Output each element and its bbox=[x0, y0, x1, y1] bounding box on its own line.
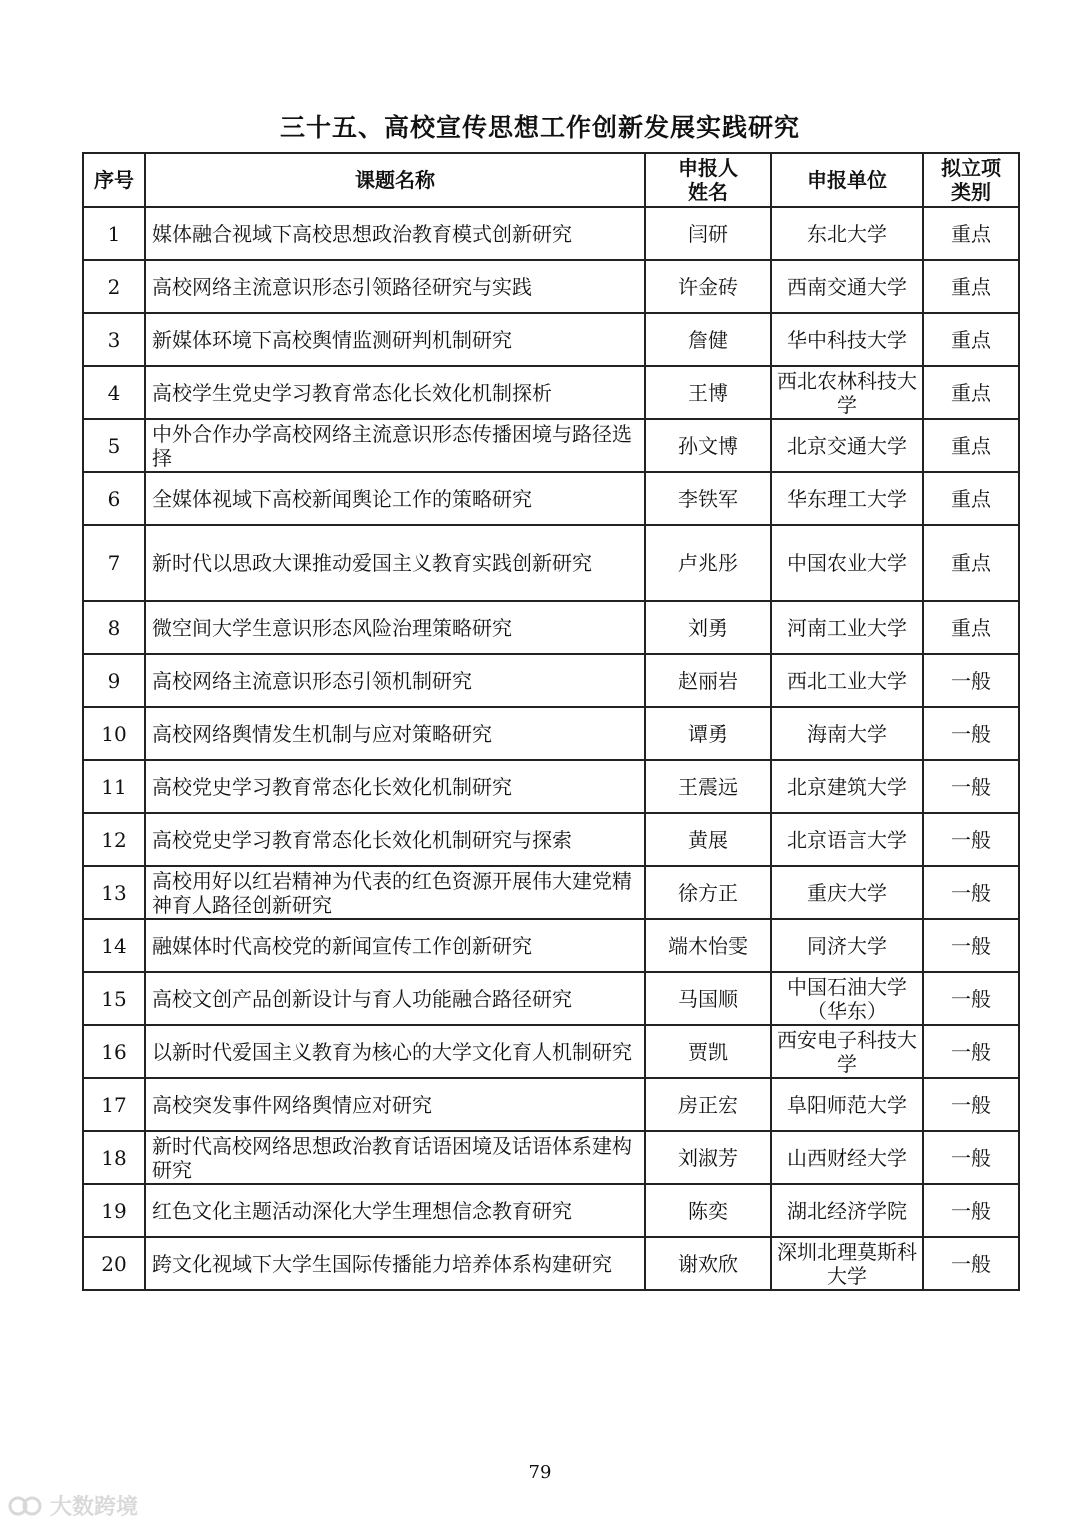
row-title: 媒体融合视域下高校思想政治教育模式创新研究 bbox=[145, 207, 645, 260]
row-unit: 海南大学 bbox=[771, 707, 923, 760]
row-number: 19 bbox=[83, 1184, 145, 1237]
row-applicant: 许金砖 bbox=[645, 260, 771, 313]
row-number: 1 bbox=[83, 207, 145, 260]
row-title: 新媒体环境下高校舆情监测研判机制研究 bbox=[145, 313, 645, 366]
row-title: 高校网络舆情发生机制与应对策略研究 bbox=[145, 707, 645, 760]
row-number: 18 bbox=[83, 1131, 145, 1184]
row-number: 13 bbox=[83, 866, 145, 919]
row-number: 4 bbox=[83, 366, 145, 419]
row-unit: 中国石油大学（华东） bbox=[771, 972, 923, 1025]
row-number: 6 bbox=[83, 472, 145, 525]
row-category: 一般 bbox=[923, 972, 1019, 1025]
row-applicant: 贾凯 bbox=[645, 1025, 771, 1078]
row-applicant: 刘勇 bbox=[645, 601, 771, 654]
row-category: 重点 bbox=[923, 601, 1019, 654]
row-number: 15 bbox=[83, 972, 145, 1025]
table-row bbox=[83, 654, 1019, 707]
row-number: 3 bbox=[83, 313, 145, 366]
row-unit: 河南工业大学 bbox=[771, 601, 923, 654]
row-unit: 北京语言大学 bbox=[771, 813, 923, 866]
table-row bbox=[83, 313, 1019, 366]
table-row bbox=[83, 601, 1019, 654]
row-number: 20 bbox=[83, 1237, 145, 1290]
row-number: 7 bbox=[83, 525, 145, 601]
row-category: 一般 bbox=[923, 654, 1019, 707]
row-applicant: 房正宏 bbox=[645, 1078, 771, 1131]
row-number: 9 bbox=[83, 654, 145, 707]
row-applicant: 李铁军 bbox=[645, 472, 771, 525]
row-unit: 西南交通大学 bbox=[771, 260, 923, 313]
row-unit: 重庆大学 bbox=[771, 866, 923, 919]
table-row bbox=[83, 1237, 1019, 1290]
row-applicant: 孙文博 bbox=[645, 419, 771, 472]
row-unit: 深圳北理莫斯科大学 bbox=[771, 1237, 923, 1290]
row-unit: 同济大学 bbox=[771, 919, 923, 972]
row-title: 高校网络主流意识形态引领路径研究与实践 bbox=[145, 260, 645, 313]
row-unit: 山西财经大学 bbox=[771, 1131, 923, 1184]
row-category: 一般 bbox=[923, 1237, 1019, 1290]
row-category: 重点 bbox=[923, 207, 1019, 260]
table-row bbox=[83, 760, 1019, 813]
header-title: 课题名称 bbox=[145, 153, 645, 207]
table-row bbox=[83, 472, 1019, 525]
table-row bbox=[83, 972, 1019, 1025]
row-applicant: 谭勇 bbox=[645, 707, 771, 760]
row-applicant: 谢欢欣 bbox=[645, 1237, 771, 1290]
row-applicant: 端木怡雯 bbox=[645, 919, 771, 972]
table-header-row bbox=[83, 153, 1019, 207]
row-title: 新时代高校网络思想政治教育话语困境及话语体系建构研究 bbox=[145, 1131, 645, 1184]
row-number: 11 bbox=[83, 760, 145, 813]
table-row bbox=[83, 207, 1019, 260]
row-number: 14 bbox=[83, 919, 145, 972]
row-number: 16 bbox=[83, 1025, 145, 1078]
row-category: 一般 bbox=[923, 1078, 1019, 1131]
table-row bbox=[83, 866, 1019, 919]
table-row bbox=[83, 1184, 1019, 1237]
row-title: 融媒体时代高校党的新闻宣传工作创新研究 bbox=[145, 919, 645, 972]
projects-table bbox=[82, 152, 1020, 1291]
row-title: 高校突发事件网络舆情应对研究 bbox=[145, 1078, 645, 1131]
header-no: 序号 bbox=[83, 153, 145, 207]
row-unit: 西北农林科技大学 bbox=[771, 366, 923, 419]
table-row bbox=[83, 366, 1019, 419]
table-row bbox=[83, 813, 1019, 866]
row-category: 重点 bbox=[923, 419, 1019, 472]
page-number: 79 bbox=[528, 1462, 552, 1483]
watermark bbox=[8, 1490, 138, 1521]
row-unit: 西安电子科技大学 bbox=[771, 1025, 923, 1078]
row-unit: 中国农业大学 bbox=[771, 525, 923, 601]
row-unit: 北京交通大学 bbox=[771, 419, 923, 472]
row-applicant: 赵丽岩 bbox=[645, 654, 771, 707]
watermark-logo-icon bbox=[8, 1493, 44, 1519]
page-title: 三十五、高校宣传思想工作创新发展实践研究 bbox=[279, 113, 800, 142]
table-row bbox=[83, 707, 1019, 760]
header-unit: 申报单位 bbox=[771, 153, 923, 207]
row-number: 2 bbox=[83, 260, 145, 313]
row-unit: 西北工业大学 bbox=[771, 654, 923, 707]
row-applicant: 闫研 bbox=[645, 207, 771, 260]
row-applicant: 马国顺 bbox=[645, 972, 771, 1025]
table-row bbox=[83, 1078, 1019, 1131]
row-applicant: 卢兆彤 bbox=[645, 525, 771, 601]
row-title: 高校党史学习教育常态化长效化机制研究与探索 bbox=[145, 813, 645, 866]
row-applicant: 王震远 bbox=[645, 760, 771, 813]
row-category: 一般 bbox=[923, 1184, 1019, 1237]
row-number: 12 bbox=[83, 813, 145, 866]
row-unit: 阜阳师范大学 bbox=[771, 1078, 923, 1131]
row-number: 5 bbox=[83, 419, 145, 472]
row-category: 重点 bbox=[923, 313, 1019, 366]
table-row bbox=[83, 1131, 1019, 1184]
row-category: 重点 bbox=[923, 525, 1019, 601]
row-category: 一般 bbox=[923, 866, 1019, 919]
row-title: 全媒体视域下高校新闻舆论工作的策略研究 bbox=[145, 472, 645, 525]
table-row bbox=[83, 525, 1019, 601]
row-number: 8 bbox=[83, 601, 145, 654]
table-row bbox=[83, 419, 1019, 472]
row-category: 一般 bbox=[923, 1131, 1019, 1184]
table-row bbox=[83, 919, 1019, 972]
row-applicant: 刘淑芳 bbox=[645, 1131, 771, 1184]
row-title: 高校文创产品创新设计与育人功能融合路径研究 bbox=[145, 972, 645, 1025]
row-title: 高校用好以红岩精神为代表的红色资源开展伟大建党精神育人路径创新研究 bbox=[145, 866, 645, 919]
row-unit: 东北大学 bbox=[771, 207, 923, 260]
row-title: 跨文化视域下大学生国际传播能力培养体系构建研究 bbox=[145, 1237, 645, 1290]
row-applicant: 黄展 bbox=[645, 813, 771, 866]
row-title: 高校网络主流意识形态引领机制研究 bbox=[145, 654, 645, 707]
row-applicant: 詹健 bbox=[645, 313, 771, 366]
row-category: 重点 bbox=[923, 260, 1019, 313]
row-title: 高校党史学习教育常态化长效化机制研究 bbox=[145, 760, 645, 813]
row-applicant: 王博 bbox=[645, 366, 771, 419]
row-category: 一般 bbox=[923, 1025, 1019, 1078]
row-category: 一般 bbox=[923, 760, 1019, 813]
row-title: 红色文化主题活动深化大学生理想信念教育研究 bbox=[145, 1184, 645, 1237]
header-category: 拟立项 类别 bbox=[923, 153, 1019, 207]
row-unit: 北京建筑大学 bbox=[771, 760, 923, 813]
table-row bbox=[83, 1025, 1019, 1078]
row-category: 一般 bbox=[923, 813, 1019, 866]
row-category: 重点 bbox=[923, 472, 1019, 525]
row-category: 一般 bbox=[923, 707, 1019, 760]
row-number: 17 bbox=[83, 1078, 145, 1131]
row-number: 10 bbox=[83, 707, 145, 760]
row-title: 高校学生党史学习教育常态化长效化机制探析 bbox=[145, 366, 645, 419]
row-unit: 华东理工大学 bbox=[771, 472, 923, 525]
row-applicant: 陈奕 bbox=[645, 1184, 771, 1237]
row-applicant: 徐方正 bbox=[645, 866, 771, 919]
row-title: 以新时代爱国主义教育为核心的大学文化育人机制研究 bbox=[145, 1025, 645, 1078]
row-category: 重点 bbox=[923, 366, 1019, 419]
row-category: 一般 bbox=[923, 919, 1019, 972]
row-unit: 华中科技大学 bbox=[771, 313, 923, 366]
watermark-text: 大数跨境 bbox=[50, 1495, 139, 1520]
table-row bbox=[83, 260, 1019, 313]
header-name: 申报人 姓名 bbox=[645, 153, 771, 207]
row-title: 微空间大学生意识形态风险治理策略研究 bbox=[145, 601, 645, 654]
row-title: 新时代以思政大课推动爱国主义教育实践创新研究 bbox=[145, 525, 645, 601]
row-unit: 湖北经济学院 bbox=[771, 1184, 923, 1237]
row-title: 中外合作办学高校网络主流意识形态传播困境与路径选择 bbox=[145, 419, 645, 472]
